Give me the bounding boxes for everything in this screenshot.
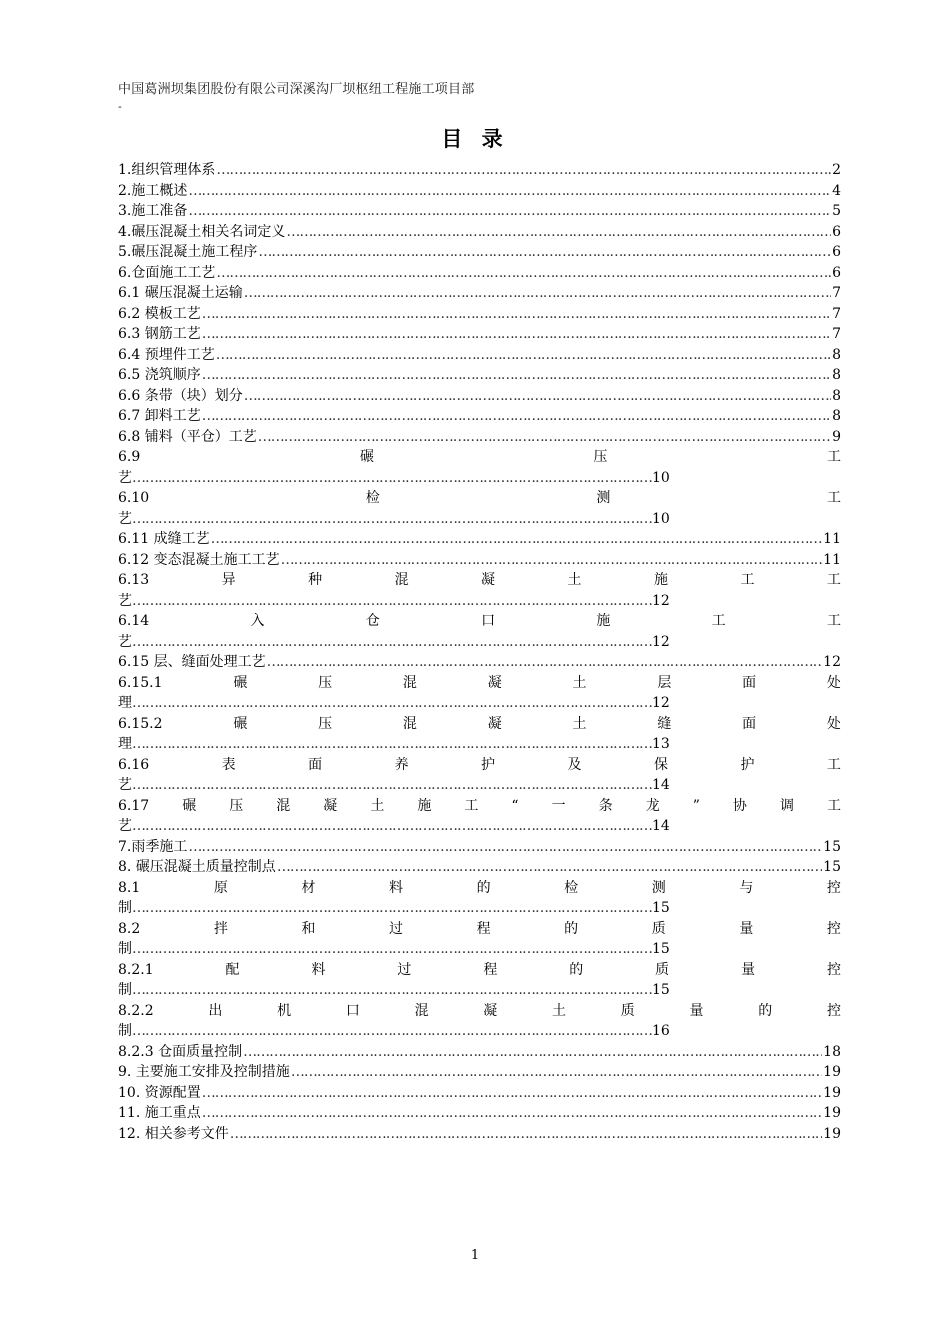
toc-entry[interactable] bbox=[118, 283, 841, 304]
toc-entry-page: 16 bbox=[652, 1023, 670, 1039]
toc-entry-page: 2 bbox=[832, 162, 841, 178]
toc-entry[interactable] bbox=[118, 652, 841, 673]
toc-entry-tail: 艺 bbox=[118, 633, 132, 650]
toc-entry-title: 1.组织管理体系 bbox=[118, 162, 216, 178]
toc-entry-char: 6.10 bbox=[118, 490, 150, 506]
toc-entry-char: 压 bbox=[318, 715, 333, 732]
toc-entry-char: 混 bbox=[402, 674, 417, 691]
toc-entry-title: 5.碾压混凝土施工程序 bbox=[118, 244, 258, 260]
toc-entry-char: 料 bbox=[389, 879, 403, 896]
toc-entry-char: 面 bbox=[742, 674, 757, 691]
toc-leader bbox=[132, 468, 652, 489]
toc-entry-wrapped[interactable] bbox=[118, 960, 841, 1001]
toc-entry-title: 6.8 铺料（平仓）工艺 bbox=[118, 428, 257, 445]
toc-entry[interactable] bbox=[118, 427, 841, 448]
toc-entry-char: 土 bbox=[572, 674, 587, 691]
toc-entry-page: 8 bbox=[832, 387, 841, 404]
toc-entry-page: 15 bbox=[652, 900, 670, 916]
toc-leader bbox=[277, 857, 822, 878]
toc-leader bbox=[202, 406, 831, 427]
toc-entry-char: 处 bbox=[826, 674, 841, 691]
toc-entry-char: 仓 bbox=[365, 613, 380, 629]
toc-entry-page: 15 bbox=[652, 982, 670, 998]
toc-entry-line-1 bbox=[118, 960, 841, 981]
toc-entry-char: 工 bbox=[826, 756, 841, 773]
toc-entry[interactable] bbox=[118, 160, 841, 181]
toc-entry-page: 11 bbox=[823, 551, 841, 568]
toc-entry-char: 保 bbox=[653, 756, 668, 773]
toc-entry-char: 养 bbox=[394, 756, 409, 773]
toc-entry-char: “ bbox=[511, 797, 519, 814]
toc-entry[interactable] bbox=[118, 263, 841, 284]
toc-entry-char: 6.14 bbox=[118, 613, 150, 629]
toc-entry-char: 施 bbox=[596, 613, 611, 629]
toc-entry-char: 表 bbox=[221, 756, 236, 773]
toc-entry-char: 护 bbox=[740, 756, 755, 773]
toc-entry-char: 调 bbox=[779, 797, 794, 814]
toc-entry-char: 6.16 bbox=[118, 756, 150, 773]
toc-entry-char: 检 bbox=[564, 879, 579, 896]
toc-leader bbox=[132, 980, 652, 1001]
toc-entry-char: 混 bbox=[402, 715, 417, 732]
toc-entry-page: 6 bbox=[832, 223, 841, 240]
toc-entry-line-2 bbox=[118, 734, 841, 755]
toc-entry-char: 混 bbox=[394, 572, 409, 588]
toc-entry-page: 13 bbox=[652, 736, 670, 752]
toc-entry-char: 材 bbox=[301, 879, 316, 896]
toc-entry-title: 6.12 变态混凝土施工工艺 bbox=[118, 551, 280, 568]
toc-entry-page: 14 bbox=[652, 818, 670, 834]
toc-entry-page: 6 bbox=[832, 264, 841, 281]
toc-entry-char: 测 bbox=[651, 879, 666, 896]
toc-entry-char: 控 bbox=[826, 920, 841, 937]
toc-entry-wrapped[interactable] bbox=[118, 919, 841, 960]
toc-leader bbox=[230, 1124, 822, 1145]
toc-entry-char: 机 bbox=[277, 1002, 292, 1019]
toc-entry-wrapped[interactable] bbox=[118, 755, 841, 796]
toc-entry-wrapped[interactable] bbox=[118, 673, 841, 714]
toc-entry-wrapped[interactable] bbox=[118, 488, 841, 529]
toc-entry-wrapped[interactable] bbox=[118, 714, 841, 755]
toc-entry-page: 8 bbox=[832, 346, 841, 363]
toc-entry-char: 种 bbox=[308, 572, 323, 588]
toc-leader bbox=[216, 160, 831, 181]
toc-entry-title: 6.2 模板工艺 bbox=[118, 305, 201, 322]
toc-entry-title: 6.1 碾压混凝土运输 bbox=[118, 285, 243, 301]
toc-entry-char: 条 bbox=[598, 797, 613, 814]
toc-entry[interactable] bbox=[118, 181, 841, 202]
toc-entry-wrapped[interactable] bbox=[118, 570, 841, 611]
header-dash: - bbox=[118, 100, 122, 113]
toc-entry-page: 8 bbox=[832, 367, 841, 383]
toc-entry-char: 压 bbox=[229, 797, 244, 814]
toc-entry-page: 15 bbox=[823, 859, 841, 875]
toc-entry-page: 5 bbox=[832, 203, 841, 219]
toc-entry-char: 工 bbox=[711, 613, 726, 629]
toc-entry-char: 工 bbox=[464, 797, 479, 814]
toc-entry[interactable] bbox=[118, 550, 841, 571]
toc-entry-line-1 bbox=[118, 755, 841, 776]
toc-entry-line-2 bbox=[118, 775, 841, 796]
toc-entry[interactable] bbox=[118, 406, 841, 427]
toc-leader bbox=[286, 222, 831, 243]
toc-entry-line-1 bbox=[118, 488, 841, 509]
toc-entry-page: 10 bbox=[652, 469, 670, 486]
toc-entry-line-2 bbox=[118, 980, 841, 1001]
toc-entry-char: 工 bbox=[740, 572, 755, 588]
toc-leader bbox=[202, 304, 831, 325]
toc-entry-char: 碾 bbox=[359, 449, 374, 465]
toc-entry-line-2 bbox=[118, 1021, 841, 1042]
toc-entry-char: 工 bbox=[826, 572, 841, 588]
toc-entry-char: 6.15.2 bbox=[118, 715, 163, 732]
toc-entry-tail: 制 bbox=[118, 982, 132, 998]
toc-entry-char: 量 bbox=[741, 961, 756, 978]
toc-entry-title: 8. 碾压混凝土质量控制点 bbox=[118, 859, 276, 875]
toc-entry-line-2 bbox=[118, 693, 841, 714]
toc-leader bbox=[188, 181, 831, 202]
toc-leader bbox=[202, 1103, 822, 1124]
toc-entry-page: 19 bbox=[823, 1064, 841, 1080]
toc-entry-line-1 bbox=[118, 611, 841, 632]
toc-entry-char: 原 bbox=[213, 879, 228, 896]
toc-entry-char: 量 bbox=[739, 920, 754, 937]
toc-entry[interactable] bbox=[118, 857, 841, 878]
toc-entry-char: 控 bbox=[826, 1002, 841, 1019]
toc-entry-char: 与 bbox=[739, 879, 754, 896]
toc-entry-title: 2.施工概述 bbox=[118, 182, 188, 199]
toc-entry-char: 龙 bbox=[645, 797, 660, 814]
toc-entry[interactable] bbox=[118, 324, 841, 345]
toc-entry-line-2 bbox=[118, 939, 841, 960]
toc-entry-char: 协 bbox=[732, 797, 747, 814]
toc-entry-line-2 bbox=[118, 632, 841, 653]
toc-entry-wrapped[interactable] bbox=[118, 1001, 841, 1042]
toc-entry[interactable] bbox=[118, 222, 841, 243]
toc-entry-tail: 理 bbox=[118, 736, 132, 752]
toc-leader bbox=[258, 427, 831, 448]
toc-entry-char: 工 bbox=[826, 613, 841, 629]
toc-entry-char: 的 bbox=[569, 961, 584, 978]
toc-entry-line-1 bbox=[118, 447, 841, 468]
toc-entry-page: 19 bbox=[823, 1084, 841, 1101]
toc-entry-char: 护 bbox=[481, 756, 496, 773]
toc-leader bbox=[132, 591, 652, 612]
toc-entry-char: 控 bbox=[827, 961, 841, 978]
toc-leader bbox=[243, 1042, 822, 1063]
toc-entry-char: 混 bbox=[276, 797, 291, 814]
toc-entry-char: 6.13 bbox=[118, 572, 150, 588]
toc-entry-line-2 bbox=[118, 468, 841, 489]
toc-entry-char: 8.2.2 bbox=[118, 1002, 154, 1019]
toc-entry-char: 施 bbox=[417, 797, 432, 814]
toc-entry-char: 凝 bbox=[487, 715, 502, 732]
toc-leader bbox=[211, 529, 823, 550]
document-header: 中国葛洲坝集团股份有限公司深溪沟厂坝枢纽工程施工项目部 bbox=[118, 82, 475, 97]
toc-leader bbox=[216, 345, 831, 366]
toc-leader bbox=[202, 324, 831, 345]
toc-entry-line-1 bbox=[118, 796, 841, 817]
toc-leader bbox=[132, 898, 652, 919]
toc-entry-title: 6.7 卸料工艺 bbox=[118, 408, 201, 424]
toc-entry-char: 的 bbox=[758, 1002, 773, 1019]
toc-entry-char: 工 bbox=[827, 449, 841, 465]
toc-entry-tail: 理 bbox=[118, 695, 132, 711]
toc-entry-tail: 制 bbox=[118, 900, 132, 916]
toc-entry-char: 6.17 bbox=[118, 797, 150, 814]
toc-entry-title: 6.仓面施工工艺 bbox=[118, 264, 216, 281]
toc-entry-char: 面 bbox=[308, 756, 323, 773]
toc-entry-line-2 bbox=[118, 898, 841, 919]
toc-leader bbox=[188, 201, 831, 222]
toc-entry-page: 11 bbox=[823, 531, 841, 547]
toc-entry-page: 18 bbox=[823, 1043, 841, 1060]
toc-entry-char: 缝 bbox=[657, 715, 672, 732]
toc-leader bbox=[132, 775, 652, 796]
toc-entry-title: 6.4 预埋件工艺 bbox=[118, 346, 215, 363]
toc-leader bbox=[132, 816, 652, 837]
toc-entry-char: 入 bbox=[250, 613, 265, 629]
toc-entry-char: 土 bbox=[567, 572, 582, 588]
toc-entry-title: 6.15 层、缝面处理工艺 bbox=[118, 654, 266, 670]
toc-entry-title: 6.5 浇筑顺序 bbox=[118, 367, 201, 383]
toc-leader bbox=[132, 939, 652, 960]
toc-entry-char: 土 bbox=[370, 797, 385, 814]
toc-entry-page: 10 bbox=[652, 510, 670, 527]
toc-leader bbox=[132, 632, 652, 653]
toc-entry-char: 的 bbox=[564, 920, 579, 937]
toc-entry-title: 9. 主要施工安排及控制措施 bbox=[118, 1064, 290, 1080]
toc-entry-page: 9 bbox=[832, 428, 841, 445]
toc-entry-title: 4.碾压混凝土相关名词定义 bbox=[118, 223, 286, 240]
toc-entry-line-2 bbox=[118, 591, 841, 612]
toc-entry-page: 7 bbox=[832, 305, 841, 322]
toc-entry-char: 工 bbox=[826, 797, 841, 814]
toc-entry-char: 及 bbox=[567, 756, 582, 773]
toc-entry-wrapped[interactable] bbox=[118, 878, 841, 919]
toc-leader bbox=[202, 1083, 822, 1104]
toc-leader bbox=[132, 1021, 652, 1042]
toc-entry[interactable] bbox=[118, 201, 841, 222]
toc-entry-title: 11. 施工重点 bbox=[118, 1105, 201, 1121]
toc-entry-char: 混 bbox=[414, 1002, 429, 1019]
toc-leader bbox=[244, 283, 831, 304]
toc-leader bbox=[132, 693, 652, 714]
toc-entry-page: 7 bbox=[832, 326, 841, 342]
toc-entry-char: 碾 bbox=[233, 715, 248, 732]
toc-entry-char: 过 bbox=[389, 920, 403, 937]
toc-entry-char: 凝 bbox=[481, 572, 496, 588]
toc-leader bbox=[291, 1062, 822, 1083]
toc-entry-char: 8.2 bbox=[118, 920, 141, 937]
toc-entry-char: 8.2.1 bbox=[118, 961, 154, 978]
toc-entry-char: 测 bbox=[596, 490, 611, 506]
toc-entry-char: 口 bbox=[481, 613, 496, 629]
toc-leader bbox=[267, 652, 823, 673]
toc-entry-tail: 艺 bbox=[118, 777, 132, 793]
toc-entry-char: 和 bbox=[301, 920, 316, 937]
toc-entry-wrapped[interactable] bbox=[118, 796, 841, 837]
toc-entry-char: 面 bbox=[742, 715, 757, 732]
toc-entry-char: 质 bbox=[651, 920, 666, 937]
toc-leader bbox=[281, 550, 823, 571]
page-number: 1 bbox=[470, 1248, 480, 1263]
toc-entry[interactable] bbox=[118, 837, 841, 858]
toc-entry-line-1 bbox=[118, 570, 841, 591]
toc-entry-tail: 制 bbox=[118, 941, 132, 957]
toc-entry-char: 施 bbox=[653, 572, 668, 588]
toc-entry-char: 拌 bbox=[213, 920, 228, 937]
toc-entry-title: 10. 资源配置 bbox=[118, 1084, 201, 1101]
toc-entry-char: 的 bbox=[476, 879, 491, 896]
toc-entry-line-1 bbox=[118, 714, 841, 735]
toc-entry-char: 异 bbox=[221, 572, 236, 588]
toc-entry-page: 19 bbox=[823, 1105, 841, 1121]
toc-entry-page: 19 bbox=[823, 1125, 841, 1142]
toc-leader bbox=[202, 365, 831, 386]
toc-entry-title: 6.3 钢筋工艺 bbox=[118, 326, 201, 342]
toc-entry-char: ” bbox=[692, 797, 700, 814]
toc-entry-title: 6.11 成缝工艺 bbox=[118, 531, 210, 547]
toc-entry[interactable] bbox=[118, 1062, 841, 1083]
toc-entry-page: 15 bbox=[652, 941, 670, 957]
toc-entry-char: 质 bbox=[655, 961, 670, 978]
toc-entry[interactable] bbox=[118, 529, 841, 550]
toc-entry-title: 3.施工准备 bbox=[118, 203, 188, 219]
toc-entry-char: 6.9 bbox=[118, 449, 141, 465]
toc-entry-line-1 bbox=[118, 878, 841, 899]
toc-entry-wrapped[interactable] bbox=[118, 611, 841, 652]
toc-entry-char: 8.1 bbox=[118, 879, 141, 896]
toc-entry-char: 检 bbox=[365, 490, 380, 506]
toc-entry-char: 土 bbox=[572, 715, 587, 732]
toc-entry-char: 压 bbox=[593, 449, 608, 465]
toc-entry[interactable] bbox=[118, 1083, 841, 1104]
toc-entry-char: 量 bbox=[689, 1002, 704, 1019]
toc-entry-page: 12 bbox=[652, 592, 670, 609]
toc-entry-char: 质 bbox=[620, 1002, 635, 1019]
toc-entry-char: 凝 bbox=[483, 1002, 498, 1019]
toc-leader bbox=[216, 263, 831, 284]
toc-entry-char: 控 bbox=[826, 879, 841, 896]
toc-entry-char: 6.15.1 bbox=[118, 674, 163, 691]
toc-entry[interactable] bbox=[118, 304, 841, 325]
toc-entry-tail: 艺 bbox=[118, 818, 132, 834]
toc-entry-char: 一 bbox=[551, 797, 566, 814]
toc-title: 目 录 bbox=[441, 126, 509, 151]
toc-entry-line-2 bbox=[118, 509, 841, 530]
table-of-contents bbox=[118, 160, 841, 1144]
toc-entry-page: 12 bbox=[652, 695, 670, 711]
toc-entry[interactable] bbox=[118, 386, 841, 407]
toc-entry-char: 凝 bbox=[487, 674, 502, 691]
toc-entry-line-1 bbox=[118, 673, 841, 694]
toc-entry-tail: 艺 bbox=[118, 510, 132, 527]
toc-entry-tail: 艺 bbox=[118, 469, 132, 486]
toc-entry-page: 12 bbox=[823, 654, 841, 670]
toc-entry-line-2 bbox=[118, 816, 841, 837]
toc-entry-char: 程 bbox=[476, 920, 491, 937]
toc-entry-char: 工 bbox=[827, 490, 841, 506]
toc-entry-char: 程 bbox=[483, 961, 498, 978]
toc-leader bbox=[132, 734, 652, 755]
toc-entry-char: 凝 bbox=[323, 797, 338, 814]
toc-entry-char: 压 bbox=[318, 674, 333, 691]
toc-entry-title: 6.6 条带（块）划分 bbox=[118, 387, 243, 404]
toc-entry[interactable] bbox=[118, 345, 841, 366]
toc-leader bbox=[132, 509, 652, 530]
toc-leader bbox=[188, 837, 822, 858]
toc-entry[interactable] bbox=[118, 1042, 841, 1063]
toc-entry-char: 处 bbox=[826, 715, 841, 732]
toc-entry-char: 过 bbox=[397, 961, 412, 978]
toc-leader bbox=[258, 242, 831, 263]
toc-entry[interactable] bbox=[118, 1103, 841, 1124]
toc-entry-char: 口 bbox=[345, 1002, 360, 1019]
toc-entry-page: 4 bbox=[832, 182, 841, 199]
toc-entry-page: 14 bbox=[652, 777, 670, 793]
toc-entry-title: 12. 相关参考文件 bbox=[118, 1125, 229, 1142]
toc-entry[interactable] bbox=[118, 365, 841, 386]
toc-entry-tail: 艺 bbox=[118, 592, 132, 609]
toc-entry-line-1 bbox=[118, 919, 841, 940]
toc-entry-tail: 制 bbox=[118, 1023, 132, 1039]
toc-entry-title: 8.2.3 仓面质量控制 bbox=[118, 1043, 243, 1060]
toc-entry[interactable] bbox=[118, 1124, 841, 1145]
toc-entry-wrapped[interactable] bbox=[118, 447, 841, 488]
toc-entry-char: 配 bbox=[225, 961, 240, 978]
toc-entry-page: 6 bbox=[832, 244, 841, 260]
toc-entry-char: 碾 bbox=[233, 674, 248, 691]
toc-entry-page: 15 bbox=[823, 838, 841, 855]
toc-entry-line-1 bbox=[118, 1001, 841, 1022]
toc-entry-page: 8 bbox=[832, 408, 841, 424]
toc-entry[interactable] bbox=[118, 242, 841, 263]
toc-entry-title: 7.雨季施工 bbox=[118, 838, 188, 855]
toc-entry-char: 出 bbox=[208, 1002, 223, 1019]
toc-entry-page: 7 bbox=[832, 285, 841, 301]
toc-entry-char: 层 bbox=[657, 674, 672, 691]
toc-entry-char: 碾 bbox=[182, 797, 197, 814]
toc-entry-char: 土 bbox=[552, 1002, 567, 1019]
toc-entry-page: 12 bbox=[652, 633, 670, 650]
toc-leader bbox=[244, 386, 831, 407]
toc-entry-char: 料 bbox=[311, 961, 326, 978]
